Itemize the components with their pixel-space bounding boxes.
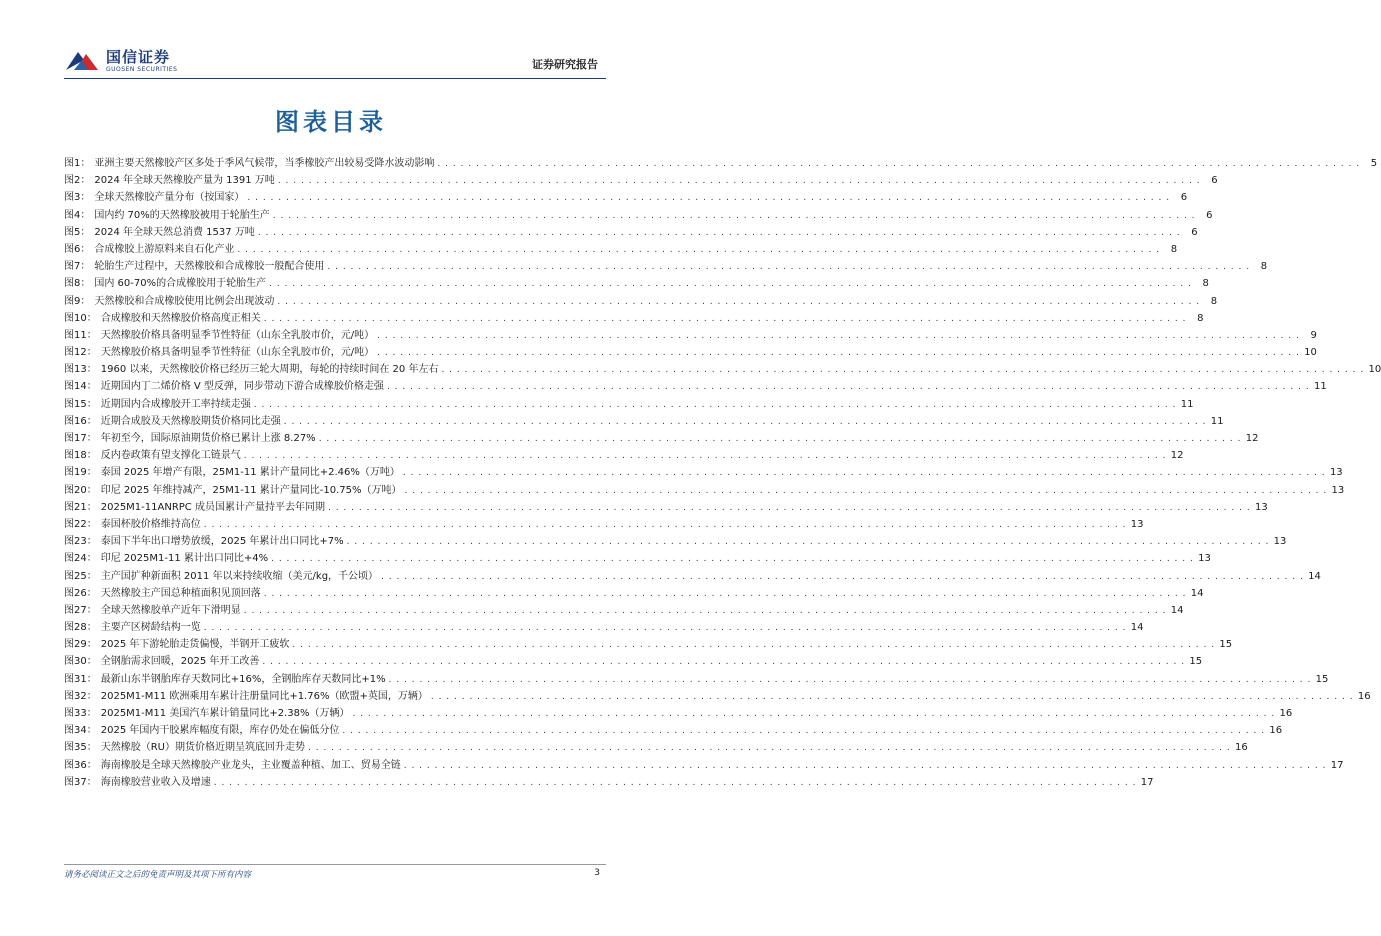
toc-entry-title: 泰国下半年出口增势放缓，2025 年累计出口同比+7% — [100, 536, 344, 548]
toc-entry-page: 16 — [1269, 725, 1283, 737]
toc-entry-title: 近期国内丁二烯价格 V 型反弹，同步带动下游合成橡胶价格走强 — [100, 381, 384, 393]
toc-entry[interactable] — [64, 602, 1184, 619]
toc-leader-dots: . . . . . . . . . . . . . . . . . . . . . . . . . . . . . . . . . . . . . . . . . . . . . . . . . . . . . . . . . . . . . . . . . . . . . . . . . . . . . . . . . . . . . . . . . . . . . . . . . . . . . . . . . . . . . . . . . . . . . . . . — [388, 674, 1312, 685]
toc-entry-page: 8 — [1210, 295, 1218, 307]
toc-entry-title: 2025 年下游轮胎走货偏慢，半钢开工疲软 — [100, 639, 290, 651]
toc-entry-number: 图9： — [64, 295, 91, 307]
toc-entry-number: 图27： — [64, 604, 97, 616]
toc-entry-title: 海南橡胶营业收入及增速 — [100, 776, 211, 788]
toc-leader-dots: . . . . . . . . . . . . . . . . . . . . . . . . . . . . . . . . . . . . . . . . . . . . . . . . . . . . . . . . . . . . . . . . . . . . . . . . . . . . . . . . . . . . . . . . . . . . . . . . . . . . . . . . . . . . . . . . . . . . . . . . — [430, 691, 1354, 702]
toc-entry-page: 14 — [1308, 570, 1321, 582]
toc-entry-title: 印尼 2025M1-11 累计出口同比+4% — [100, 553, 269, 565]
report-type-label: 证券研究报告 — [532, 58, 598, 71]
toc-entry-page: 13 — [1254, 501, 1268, 513]
toc-entry-page: 6 — [1180, 192, 1188, 204]
toc-entry[interactable] — [64, 464, 1343, 481]
toc-leader-dots: . . . . . . . . . . . . . . . . . . . . . . . . . . . . . . . . . . . . . . . . . . . . . . . . . . . . . . . . . . . . . . . . . . . . . . . . . . . . . . . . . . . . . . . . . . . . . . . . . . . . . . . . . . . . . . . . . . . . . . . . — [237, 244, 1161, 255]
toc-entry-title: 国内约 70%的天然橡胶被用于轮胎生产 — [94, 209, 270, 221]
toc-entry-number: 图3： — [64, 192, 91, 204]
toc-entry-number: 图22： — [64, 518, 97, 530]
toc-entry-title: 全球天然橡胶单产近年下滑明显 — [100, 604, 241, 616]
toc-entry-page: 12 — [1170, 450, 1184, 462]
toc-entry[interactable] — [64, 550, 1211, 567]
toc-entry-title: 反内卷政策有望支撑化工链景气 — [100, 450, 241, 462]
toc-entry-page: 13 — [1198, 553, 1211, 565]
toc-entry-number: 图32： — [64, 690, 97, 702]
toc-leader-dots: . . . . . . . . . . . . . . . . . . . . . . . . . . . . . . . . . . . . . . . . . . . . . . . . . . . . . . . . . . . . . . . . . . . . . . . . . . . . . . . . . . . . . . . . . . . . . . . . . . . . . . . . . . . . . . . . . . . . . . . . — [263, 313, 1187, 324]
toc-leader-dots: . . . . . . . . . . . . . . . . . . . . . . . . . . . . . . . . . . . . . . . . . . . . . . . . . . . . . . . . . . . . . . . . . . . . . . . . . . . . . . . . . . . . . . . . . . . . . . . . . . . . . . . . . . . . . . . . . . . . . . . . — [377, 348, 1300, 359]
toc-leader-dots: . . . . . . . . . . . . . . . . . . . . . . . . . . . . . . . . . . . . . . . . . . . . . . . . . . . . . . . . . . . . . . . . . . . . . . . . . . . . . . . . . . . . . . . . . . . . . . . . . . . . . . . . . . . . . . . . . . . . . . . . — [243, 605, 1167, 616]
toc-entry[interactable] — [64, 499, 1268, 516]
toc-entry[interactable] — [64, 516, 1144, 533]
toc-entry-number: 图10： — [64, 312, 97, 324]
toc-entry[interactable] — [64, 327, 1317, 344]
toc-entry-title: 近期合成胶及天然橡胶期货价格同比走强 — [100, 415, 281, 427]
toc-entry[interactable] — [64, 653, 1203, 670]
logo-text-en: GUOSEN SECURITIES — [106, 66, 178, 73]
toc-entry[interactable] — [64, 585, 1204, 602]
toc-leader-dots: . . . . . . . . . . . . . . . . . . . . . . . . . . . . . . . . . . . . . . . . . . . . . . . . . . . . . . . . . . . . . . . . . . . . . . . . . . . . . . . . . . . . . . . . . . . . . . . . . . . . . . . . . . . . . . . . . . . . . . . . — [203, 623, 1127, 634]
toc-entry-page: 13 — [1331, 484, 1345, 496]
toc-entry-page: 5 — [1370, 158, 1378, 169]
toc-entry-number: 图18： — [64, 450, 97, 462]
toc-entry[interactable] — [64, 671, 1329, 688]
toc-entry-page: 8 — [1260, 261, 1268, 273]
toc-entry-page: 6 — [1191, 226, 1198, 238]
toc-leader-dots: . . . . . . . . . . . . . . . . . . . . . . . . . . . . . . . . . . . . . . . . . . . . . . . . . . . . . . . . . . . . . . . . . . . . . . . . . . . . . . . . . . . . . . . . . . . . . . . . . . . . . . . . . . . . . . . . . . . . . . . . — [277, 176, 1201, 187]
toc-entry[interactable] — [64, 722, 1283, 739]
toc-leader-dots: . . . . . . . . . . . . . . . . . . . . . . . . . . . . . . . . . . . . . . . . . . . . . . . . . . . . . . . . . . . . . . . . . . . . . . . . . . . . . . . . . . . . . . . . . . . . . . . . . . . . . . . . . . . . . . . . . . . . . . . . — [381, 571, 1304, 582]
toc-entry[interactable] — [64, 293, 1218, 310]
toc-leader-dots: . . . . . . . . . . . . . . . . . . . . . . . . . . . . . . . . . . . . . . . . . . . . . . . . . . . . . . . . . . . . . . . . . . . . . . . . . . . . . . . . . . . . . . . . . . . . . . . . . . . . . . . . . . . . . . . . . . . . . . . . — [253, 399, 1177, 410]
toc-entry-page: 15 — [1189, 656, 1203, 668]
toc-entry-title: 泰国 2025 年增产有限，25M1-11 累计产量同比+2.46%（万吨） — [100, 467, 400, 479]
toc-entry-page: 16 — [1279, 708, 1293, 719]
toc-entry-number: 图14： — [64, 381, 97, 393]
toc-entry[interactable] — [64, 413, 1224, 430]
toc-entry[interactable] — [64, 344, 1317, 361]
toc-entry-number: 图1： — [64, 158, 91, 169]
page-title: 图表目录 — [275, 108, 387, 136]
toc-leader-dots: . . . . . . . . . . . . . . . . . . . . . . . . . . . . . . . . . . . . . . . . . . . . . . . . . . . . . . . . . . . . . . . . . . . . . . . . . . . . . . . . . . . . . . . . . . . . . . . . . . . . . . . . . . . . . . . . . . . . . . . . — [292, 640, 1216, 651]
toc-entry-page: 13 — [1329, 467, 1343, 479]
toc-leader-dots: . . . . . . . . . . . . . . . . . . . . . . . . . . . . . . . . . . . . . . . . . . . . . . . . . . . . . . . . . . . . . . . . . . . . . . . . . . . . . . . . . . . . . . . . . . . . . . . . . . . . . . . . . . . . . . . . . . . . . . . . — [346, 537, 1270, 548]
guosen-logo-icon — [64, 48, 100, 74]
toc-entry-number: 图16： — [64, 415, 97, 427]
toc-entry-page: 15 — [1219, 639, 1233, 651]
toc-leader-dots: . . . . . . . . . . . . . . . . . . . . . . . . . . . . . . . . . . . . . . . . . . . . . . . . . . . . . . . . . . . . . . . . . . . . . . . . . . . . . . . . . . . . . . . . . . . . . . . . . . . . . . . . . . . . . . . . . . . . . . . . — [263, 588, 1187, 599]
toc-entry-title: 2024 年全球天然总消费 1537 万吨 — [94, 226, 255, 238]
toc-entry-number: 图24： — [64, 553, 97, 565]
toc-entry-number: 图33： — [64, 708, 97, 719]
toc-entry-page: 6 — [1206, 209, 1213, 221]
toc-leader-dots: . . . . . . . . . . . . . . . . . . . . . . . . . . . . . . . . . . . . . . . . . . . . . . . . . . . . . . . . . . . . . . . . . . . . . . . . . . . . . . . . . . . . . . . . . . . . . . . . . . . . . . . . . . . . . . . . . . . . . . . . — [277, 296, 1201, 307]
toc-entry[interactable] — [64, 619, 1144, 636]
toc-entry-title: 合成橡胶上游原料来自石化产业 — [94, 243, 235, 255]
toc-entry-number: 图23： — [64, 536, 97, 548]
footer-divider — [64, 864, 606, 865]
toc-entry[interactable] — [64, 430, 1259, 447]
toc-entry-title: 全钢胎需求回暖，2025 年开工改善 — [100, 656, 260, 668]
toc-entry-page: 9 — [1310, 329, 1317, 341]
toc-entry-page: 14 — [1170, 604, 1184, 616]
toc-entry-page: 12 — [1245, 433, 1259, 444]
toc-entry-page: 6 — [1211, 175, 1218, 187]
page-header — [0, 0, 662, 80]
toc-leader-dots: . . . . . . . . . . . . . . . . . . . . . . . . . . . . . . . . . . . . . . . . . . . . . . . . . . . . . . . . . . . . . . . . . . . . . . . . . . . . . . . . . . . . . . . . . . . . . . . . . . . . . . . . . . . . . . . . . . . . . . . . — [247, 193, 1171, 204]
toc-entry-page: 11 — [1180, 398, 1194, 410]
toc-entry-number: 图26： — [64, 587, 97, 599]
toc-entry[interactable] — [64, 224, 1198, 241]
figure-toc-list — [64, 155, 1381, 791]
toc-entry-number: 图31： — [64, 673, 97, 685]
toc-entry-title: 主要产区树龄结构一览 — [100, 622, 201, 634]
toc-leader-dots: . . . . . . . . . . . . . . . . . . . . . . . . . . . . . . . . . . . . . . . . . . . . . . . . . . . . . . . . . . . . . . . . . . . . . . . . . . . . . . . . . . . . . . . . . . . . . . . . . . . . . . . . . . . . . . . . . . . . . . . . — [437, 159, 1361, 169]
toc-entry[interactable] — [64, 310, 1204, 327]
toc-entry-title: 2025 年国内干胶累库幅度有限，库存仍处在偏低分位 — [100, 725, 340, 737]
toc-leader-dots: . . . . . . . . . . . . . . . . . . . . . . . . . . . . . . . . . . . . . . . . . . . . . . . . . . . . . . . . . . . . . . . . . . . . . . . . . . . . . . . . . . . . . . . . . . . . . . . . . . . . . . . . . . . . . . . . . . . . . . . . — [272, 210, 1196, 221]
toc-leader-dots: . . . . . . . . . . . . . . . . . . . . . . . . . . . . . . . . . . . . . . . . . . . . . . . . . . . . . . . . . . . . . . . . . . . . . . . . . . . . . . . . . . . . . . . . . . . . . . . . . . . . . . . . . . . . . . . . . . . . . . . . — [352, 709, 1276, 719]
toc-entry-title: 2025M1-M11 欧洲乘用车累计注册量同比+1.76%（欧盟+英国，万辆） — [100, 690, 428, 702]
toc-entry-title: 合成橡胶和天然橡胶价格高度正相关 — [100, 312, 261, 324]
toc-entry-page: 8 — [1170, 243, 1178, 255]
toc-entry-number: 图12： — [64, 347, 97, 359]
toc-entry[interactable] — [64, 189, 1188, 206]
toc-leader-dots: . . . . . . . . . . . . . . . . . . . . . . . . . . . . . . . . . . . . . . . . . . . . . . . . . . . . . . . . . . . . . . . . . . . . . . . . . . . . . . . . . . . . . . . . . . . . . . . . . . . . . . . . . . . . . . . . . . . . . . . . — [257, 227, 1181, 238]
toc-entry-number: 图30： — [64, 656, 97, 668]
toc-entry-number: 图37： — [64, 776, 97, 788]
toc-entry-title: 2025M1-M11 美国汽车累计销量同比+2.38%（万辆） — [100, 708, 350, 719]
toc-entry[interactable] — [64, 636, 1233, 653]
toc-entry-number: 图6： — [64, 243, 91, 255]
toc-entry-title: 轮胎生产过程中，天然橡胶和合成橡胶一般配合使用 — [94, 261, 325, 273]
toc-entry-title: 2024 年全球天然橡胶产量为 1391 万吨 — [94, 175, 275, 187]
toc-entry-page: 13 — [1273, 536, 1287, 548]
toc-entry-number: 图25： — [64, 570, 97, 582]
toc-leader-dots: . . . . . . . . . . . . . . . . . . . . . . . . . . . . . . . . . . . . . . . . . . . . . . . . . . . . . . . . . . . . . . . . . . . . . . . . . . . . . . . . . . . . . . . . . . . . . . . . . . . . . . . . . . . . . . . . . . . . . . . . — [404, 485, 1328, 496]
toc-entry-page: 11 — [1313, 381, 1327, 393]
toc-entry[interactable] — [64, 533, 1287, 550]
toc-entry-number: 图36： — [64, 759, 97, 771]
toc-entry[interactable] — [64, 396, 1194, 413]
toc-entry-page: 16 — [1235, 742, 1248, 754]
toc-leader-dots: . . . . . . . . . . . . . . . . . . . . . . . . . . . . . . . . . . . . . . . . . . . . . . . . . . . . . . . . . . . . . . . . . . . . . . . . . . . . . . . . . . . . . . . . . . . . . . . . . . . . . . . . . . . . . . . . . . . . . . . . — [262, 657, 1186, 668]
toc-entry-page: 10 — [1304, 347, 1317, 359]
toc-leader-dots: . . . . . . . . . . . . . . . . . . . . . . . . . . . . . . . . . . . . . . . . . . . . . . . . . . . . . . . . . . . . . . . . . . . . . . . . . . . . . . . . . . . . . . . . . . . . . . . . . . . . . . . . . . . . . . . . . . . . . . . . — [213, 777, 1137, 788]
toc-entry-number: 图4： — [64, 209, 91, 221]
toc-entry-number: 图20： — [64, 484, 97, 496]
toc-entry[interactable] — [64, 447, 1184, 464]
toc-entry-title: 天然橡胶价格具备明显季节性特征（山东全乳胶市价，元/吨） — [100, 347, 375, 359]
toc-entry-title: 最新山东半钢胎库存天数同比+16%，全钢胎库存天数同比+1% — [100, 673, 386, 685]
toc-entry-title: 国内 60-70%的合成橡胶用于轮胎生产 — [94, 278, 267, 290]
toc-entry[interactable] — [64, 568, 1321, 585]
toc-entry-number: 图28： — [64, 622, 97, 634]
toc-leader-dots: . . . . . . . . . . . . . . . . . . . . . . . . . . . . . . . . . . . . . . . . . . . . . . . . . . . . . . . . . . . . . . . . . . . . . . . . . . . . . . . . . . . . . . . . . . . . . . . . . . . . . . . . . . . . . . . . . . . . . . . . — [269, 279, 1192, 290]
toc-leader-dots: . . . . . . . . . . . . . . . . . . . . . . . . . . . . . . . . . . . . . . . . . . . . . . . . . . . . . . . . . . . . . . . . . . . . . . . . . . . . . . . . . . . . . . . . . . . . . . . . . . . . . . . . . . . . . . . . . . . . . . . . — [386, 382, 1310, 393]
toc-entry-title: 近期国内合成橡胶开工率持续走强 — [100, 398, 251, 410]
toc-entry-number: 图21： — [64, 501, 97, 513]
toc-entry[interactable] — [64, 275, 1209, 292]
toc-entry[interactable] — [64, 207, 1213, 224]
toc-leader-dots: . . . . . . . . . . . . . . . . . . . . . . . . . . . . . . . . . . . . . . . . . . . . . . . . . . . . . . . . . . . . . . . . . . . . . . . . . . . . . . . . . . . . . . . . . . . . . . . . . . . . . . . . . . . . . . . . . . . . . . . . — [402, 468, 1326, 479]
toc-leader-dots: . . . . . . . . . . . . . . . . . . . . . . . . . . . . . . . . . . . . . . . . . . . . . . . . . . . . . . . . . . . . . . . . . . . . . . . . . . . . . . . . . . . . . . . . . . . . . . . . . . . . . . . . . . . . . . . . . . . . . . . . — [441, 365, 1365, 376]
toc-entry-title: 2025M1-11ANRPC 成员国累计产量持平去年同期 — [100, 501, 325, 513]
disclaimer-note: 请务必阅读正文之后的免责声明及其项下所有内容 — [64, 870, 252, 880]
toc-entry-number: 图29： — [64, 639, 97, 651]
toc-entry-number: 图34： — [64, 725, 97, 737]
toc-entry[interactable] — [64, 688, 1371, 705]
toc-entry[interactable] — [64, 757, 1344, 774]
toc-entry-page: 11 — [1210, 415, 1224, 427]
toc-entry-page: 10 — [1368, 364, 1381, 376]
toc-entry-title: 印尼 2025 年维持减产，25M1-11 累计产量同比-10.75%（万吨） — [100, 484, 402, 496]
toc-leader-dots: . . . . . . . . . . . . . . . . . . . . . . . . . . . . . . . . . . . . . . . . . . . . . . . . . . . . . . . . . . . . . . . . . . . . . . . . . . . . . . . . . . . . . . . . . . . . . . . . . . . . . . . . . . . . . . . . . . . . . . . . — [342, 726, 1266, 737]
toc-entry[interactable] — [64, 705, 1293, 722]
toc-entry-number: 图35： — [64, 742, 97, 754]
toc-entry-page: 16 — [1357, 690, 1371, 702]
logo-text-cn: 国信证券 — [106, 48, 171, 66]
toc-entry-title: 全球天然橡胶产量分布（按国家） — [94, 192, 245, 204]
toc-entry-number: 图17： — [64, 433, 97, 444]
toc-entry-number: 图2： — [64, 175, 91, 187]
toc-entry[interactable] — [64, 739, 1248, 756]
toc-entry-number: 图15： — [64, 398, 97, 410]
toc-entry-page: 8 — [1197, 312, 1204, 324]
toc-entry-page: 13 — [1130, 518, 1144, 530]
toc-entry-number: 图11： — [64, 329, 97, 341]
toc-leader-dots: . . . . . . . . . . . . . . . . . . . . . . . . . . . . . . . . . . . . . . . . . . . . . . . . . . . . . . . . . . . . . . . . . . . . . . . . . . . . . . . . . . . . . . . . . . . . . . . . . . . . . . . . . . . . . . . . . . . . . . . . — [308, 743, 1231, 754]
toc-entry[interactable] — [64, 172, 1218, 189]
toc-leader-dots: . . . . . . . . . . . . . . . . . . . . . . . . . . . . . . . . . . . . . . . . . . . . . . . . . . . . . . . . . . . . . . . . . . . . . . . . . . . . . . . . . . . . . . . . . . . . . . . . . . . . . . . . . . . . . . . . . . . . . . . . — [318, 434, 1242, 444]
toc-entry-title: 天然橡胶价格具备明显季节性特征（山东全乳胶市价，元/吨） — [100, 329, 375, 341]
page-number: 3 — [594, 868, 600, 878]
toc-entry-number: 图8： — [64, 278, 91, 290]
toc-entry-number: 图13： — [64, 364, 97, 376]
toc-entry[interactable] — [64, 241, 1178, 258]
toc-entry-title: 天然橡胶（RU）期货价格近期呈筑底回升走势 — [100, 742, 306, 754]
toc-leader-dots: . . . . . . . . . . . . . . . . . . . . . . . . . . . . . . . . . . . . . . . . . . . . . . . . . . . . . . . . . . . . . . . . . . . . . . . . . . . . . . . . . . . . . . . . . . . . . . . . . . . . . . . . . . . . . . . . . . . . . . . . — [271, 554, 1194, 565]
toc-entry-page: 8 — [1202, 278, 1209, 290]
toc-leader-dots: . . . . . . . . . . . . . . . . . . . . . . . . . . . . . . . . . . . . . . . . . . . . . . . . . . . . . . . . . . . . . . . . . . . . . . . . . . . . . . . . . . . . . . . . . . . . . . . . . . . . . . . . . . . . . . . . . . . . . . . . — [403, 760, 1327, 771]
toc-entry-number: 图7： — [64, 261, 91, 273]
toc-entry[interactable] — [64, 482, 1345, 499]
toc-entry-page: 15 — [1315, 673, 1329, 685]
toc-entry-title: 泰国杯胶价格维持高位 — [100, 518, 201, 530]
toc-entry-title: 天然橡胶主产国总种植面积见顶回落 — [100, 587, 261, 599]
toc-entry[interactable] — [64, 361, 1381, 378]
company-logo — [64, 44, 194, 76]
toc-entry-number: 图5： — [64, 226, 91, 238]
toc-entry-title: 年初至今，国际原油期货价格已累计上涨 8.27% — [100, 433, 316, 444]
toc-entry-title: 1960 以来，天然橡胶价格已经历三轮大周期，每轮的持续时间在 20 年左右 — [100, 364, 439, 376]
header-divider — [64, 78, 606, 79]
toc-leader-dots: . . . . . . . . . . . . . . . . . . . . . . . . . . . . . . . . . . . . . . . . . . . . . . . . . . . . . . . . . . . . . . . . . . . . . . . . . . . . . . . . . . . . . . . . . . . . . . . . . . . . . . . . . . . . . . . . . . . . . . . . — [243, 451, 1167, 462]
toc-entry-title: 亚洲主要天然橡胶产区多处于季风气候带，当季橡胶产出较易受降水波动影响 — [94, 158, 435, 169]
toc-entry[interactable] — [64, 155, 1378, 172]
toc-entry-title: 海南橡胶是全球天然橡胶产业龙头，主业覆盖种植、加工、贸易全链 — [100, 759, 401, 771]
toc-entry-number: 图19： — [64, 467, 97, 479]
toc-entry-page: 14 — [1190, 587, 1204, 599]
toc-leader-dots: . . . . . . . . . . . . . . . . . . . . . . . . . . . . . . . . . . . . . . . . . . . . . . . . . . . . . . . . . . . . . . . . . . . . . . . . . . . . . . . . . . . . . . . . . . . . . . . . . . . . . . . . . . . . . . . . . . . . . . . . — [327, 262, 1251, 273]
toc-entry-title: 天然橡胶和合成橡胶使用比例会出现波动 — [94, 295, 275, 307]
toc-leader-dots: . . . . . . . . . . . . . . . . . . . . . . . . . . . . . . . . . . . . . . . . . . . . . . . . . . . . . . . . . . . . . . . . . . . . . . . . . . . . . . . . . . . . . . . . . . . . . . . . . . . . . . . . . . . . . . . . . . . . . . . . — [327, 502, 1251, 513]
toc-entry-title: 主产国扩种新面积 2011 年以来持续收缩（美元/kg，千公顷） — [100, 570, 379, 582]
toc-entry[interactable] — [64, 258, 1268, 275]
toc-entry-page: 17 — [1140, 776, 1154, 788]
toc-entry[interactable] — [64, 774, 1154, 791]
toc-leader-dots: . . . . . . . . . . . . . . . . . . . . . . . . . . . . . . . . . . . . . . . . . . . . . . . . . . . . . . . . . . . . . . . . . . . . . . . . . . . . . . . . . . . . . . . . . . . . . . . . . . . . . . . . . . . . . . . . . . . . . . . . — [203, 519, 1127, 530]
toc-entry[interactable] — [64, 378, 1327, 395]
toc-entry-page: 14 — [1130, 622, 1144, 634]
toc-leader-dots: . . . . . . . . . . . . . . . . . . . . . . . . . . . . . . . . . . . . . . . . . . . . . . . . . . . . . . . . . . . . . . . . . . . . . . . . . . . . . . . . . . . . . . . . . . . . . . . . . . . . . . . . . . . . . . . . . . . . . . . . — [283, 416, 1207, 427]
toc-leader-dots: . . . . . . . . . . . . . . . . . . . . . . . . . . . . . . . . . . . . . . . . . . . . . . . . . . . . . . . . . . . . . . . . . . . . . . . . . . . . . . . . . . . . . . . . . . . . . . . . . . . . . . . . . . . . . . . . . . . . . . . . — [377, 330, 1300, 341]
toc-entry-page: 17 — [1330, 759, 1344, 771]
